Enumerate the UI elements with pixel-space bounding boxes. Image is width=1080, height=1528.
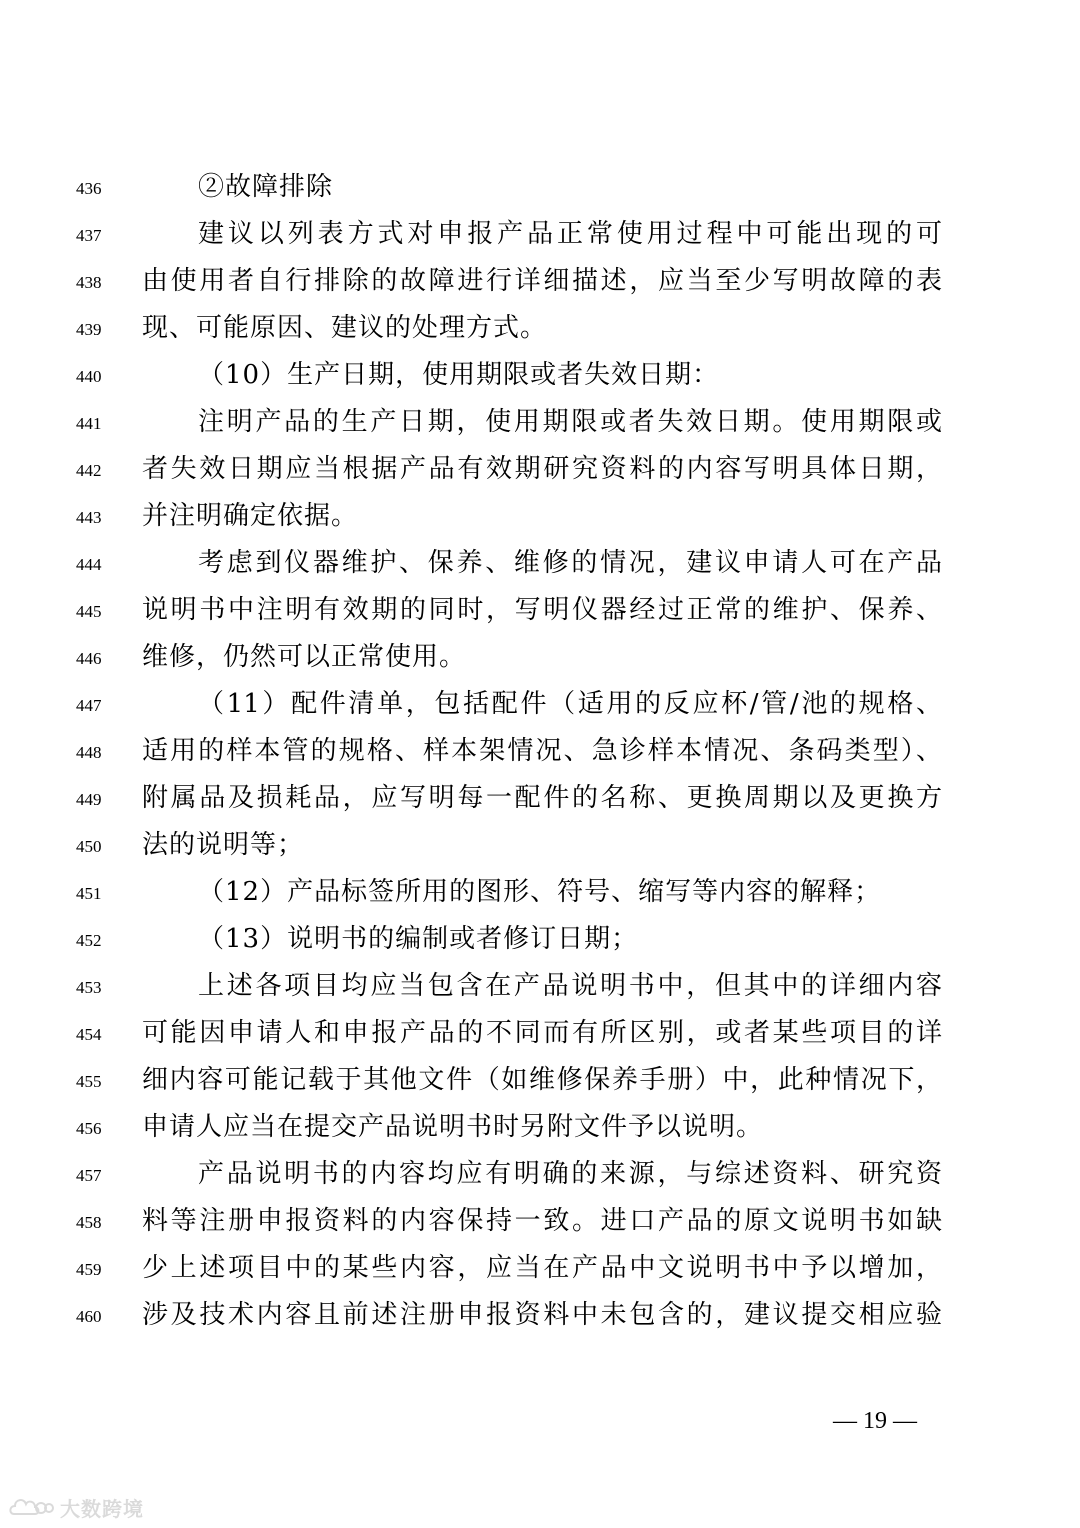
line-text: 料等注册申报资料的内容保持一致。进口产品的原文说明书如缺 xyxy=(142,1206,942,1236)
line-number: 441 xyxy=(76,414,102,433)
line-number: 449 xyxy=(76,790,102,809)
text-line xyxy=(0,1056,1080,1103)
line-text: 附属品及损耗品，应写明每一配件的名称、更换周期以及更换方 xyxy=(142,783,942,813)
line-number: 445 xyxy=(76,602,102,621)
line-text: 法的说明等； xyxy=(142,830,305,860)
line-number: 443 xyxy=(76,508,102,527)
line-text: 适用的样本管的规格、样本架情况、急诊样本情况、条码类型）、 xyxy=(142,736,942,766)
text-line xyxy=(0,257,1080,304)
text-line xyxy=(0,915,1080,962)
text-line xyxy=(0,492,1080,539)
text-line xyxy=(0,633,1080,680)
text-line xyxy=(0,868,1080,915)
line-number: 450 xyxy=(76,837,102,856)
line-text: 注明产品的生产日期，使用期限或者失效日期。使用期限或 xyxy=(198,407,942,437)
line-number: 436 xyxy=(76,179,102,198)
line-text: 可能因申请人和申报产品的不同而有所区别，或者某些项目的详 xyxy=(142,1018,942,1048)
line-number: 440 xyxy=(76,367,102,386)
line-text: 建议以列表方式对申报产品正常使用过程中可能出现的可 xyxy=(198,219,942,249)
text-line xyxy=(0,163,1080,210)
text-line xyxy=(0,1291,1080,1338)
text-line xyxy=(0,539,1080,586)
line-number: 447 xyxy=(76,696,102,715)
line-text: （10）生产日期，使用期限或者失效日期： xyxy=(198,360,720,390)
line-number: 437 xyxy=(76,226,102,245)
line-text: 少上述项目中的某些内容，应当在产品中文说明书中予以增加， xyxy=(142,1253,942,1283)
text-body xyxy=(0,163,1080,1338)
line-text: 说明书中注明有效期的同时，写明仪器经过正常的维护、保养、 xyxy=(142,595,942,625)
line-number: 458 xyxy=(76,1213,102,1232)
line-text: 者失效日期应当根据产品有效期研究资料的内容写明具体日期， xyxy=(142,454,942,484)
text-line xyxy=(0,1244,1080,1291)
line-text: （11）配件清单，包括配件（适用的反应杯/管/池的规格、 xyxy=(198,689,942,719)
line-number: 460 xyxy=(76,1307,102,1326)
line-text: 上述各项目均应当包含在产品说明书中，但其中的详细内容 xyxy=(198,971,942,1001)
text-line xyxy=(0,727,1080,774)
line-text: （13）说明书的编制或者修订日期； xyxy=(198,924,639,954)
line-text: （12）产品标签所用的图形、符号、缩写等内容的解释； xyxy=(198,877,882,907)
line-text: 并注明确定依据。 xyxy=(142,501,359,531)
line-text: ②故障排除 xyxy=(198,172,334,202)
text-line xyxy=(0,586,1080,633)
line-text: 产品说明书的内容均应有明确的来源，与综述资料、研究资 xyxy=(198,1159,942,1189)
line-number: 452 xyxy=(76,931,102,950)
text-line xyxy=(0,821,1080,868)
line-number: 459 xyxy=(76,1260,102,1279)
line-number: 453 xyxy=(76,978,102,997)
line-number: 448 xyxy=(76,743,102,762)
text-line xyxy=(0,680,1080,727)
line-text: 申请人应当在提交产品说明书时另附文件予以说明。 xyxy=(142,1112,764,1142)
text-line xyxy=(0,774,1080,821)
text-line xyxy=(0,1197,1080,1244)
line-number: 455 xyxy=(76,1072,102,1091)
line-number: 444 xyxy=(76,555,102,574)
line-text: 由使用者自行排除的故障进行详细描述，应当至少写明故障的表 xyxy=(142,266,942,296)
page-number: — 19 — xyxy=(833,1408,917,1434)
line-text: 现、可能原因、建议的处理方式。 xyxy=(142,313,548,343)
line-number: 454 xyxy=(76,1025,102,1044)
text-line xyxy=(0,351,1080,398)
line-text: 涉及技术内容且前述注册申报资料中未包含的，建议提交相应验 xyxy=(142,1300,942,1330)
line-number: 439 xyxy=(76,320,102,339)
watermark xyxy=(8,1492,144,1522)
text-line xyxy=(0,445,1080,492)
line-number: 456 xyxy=(76,1119,102,1138)
line-number: 451 xyxy=(76,884,102,903)
line-number: 457 xyxy=(76,1166,102,1185)
text-line xyxy=(0,1103,1080,1150)
text-line xyxy=(0,962,1080,1009)
line-text: 细内容可能记载于其他文件（如维修保养手册）中，此种情况下， xyxy=(142,1065,942,1095)
line-number: 442 xyxy=(76,461,102,480)
watermark-text: 大数跨境 xyxy=(60,1496,144,1521)
text-line xyxy=(0,304,1080,351)
line-number: 446 xyxy=(76,649,102,668)
line-text: 考虑到仪器维护、保养、维修的情况，建议申请人可在产品 xyxy=(198,548,942,578)
line-number: 438 xyxy=(76,273,102,292)
text-line xyxy=(0,1009,1080,1056)
text-line xyxy=(0,398,1080,445)
cloud-logo-icon xyxy=(8,1494,54,1520)
line-text: 维修，仍然可以正常使用。 xyxy=(142,642,467,672)
text-line xyxy=(0,210,1080,257)
text-line xyxy=(0,1150,1080,1197)
